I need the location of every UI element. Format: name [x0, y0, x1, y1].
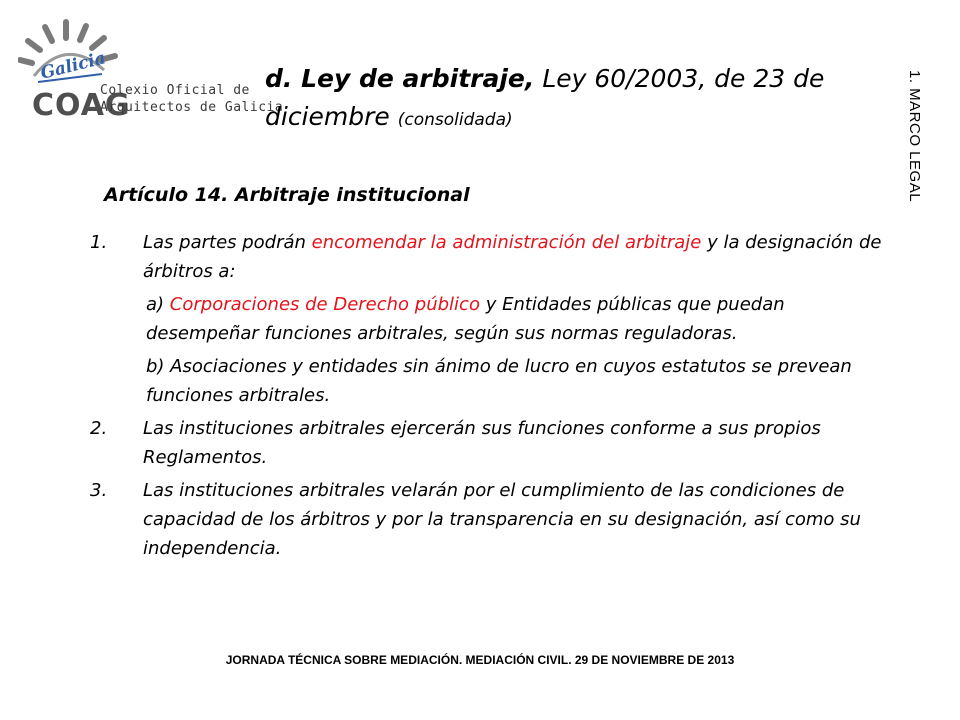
sub-item-text: b) Asociaciones y entidades sin ánimo de lucro en cuyos estatutos se prevean funciones arbitrales.	[146, 356, 852, 406]
sub-item-text: y Entidades públicas que puedan desempeñar funciones arbitrales, según sus normas reguladoras.	[146, 294, 785, 344]
sub-item-a	[80, 290, 890, 348]
article-body	[80, 228, 890, 567]
item-number: 3.	[90, 480, 108, 501]
item-text: Las partes podrán	[143, 232, 312, 253]
highlight-text: Corporaciones de Derecho público	[169, 294, 480, 315]
item-text: Las instituciones arbitrales ejercerán sus funciones conforme a sus propios Reglamentos.	[143, 418, 821, 468]
slide-title	[265, 60, 825, 139]
item-text: y la designación de árbitros a:	[143, 232, 882, 282]
sub-item-text: a)	[146, 294, 170, 315]
logo-acronym: COAG	[32, 88, 131, 123]
title-rest: Ley 60/2003, de 23 de diciembre	[265, 64, 825, 131]
list-item-2	[80, 414, 890, 472]
title-bold: d. Ley de arbitraje,	[265, 64, 535, 93]
sub-item-b	[80, 352, 890, 410]
article-title: Artículo 14. Arbitraje institucional	[104, 184, 470, 206]
logo-institution-name	[100, 82, 283, 116]
galicia-badge: Galicia	[38, 48, 108, 84]
logo-name-line1: Colexio Oficial de	[100, 83, 250, 98]
highlight-text: encomendar la administración del arbitraje	[311, 232, 702, 253]
list-item-3	[80, 476, 890, 563]
footer-text: JORNADA TÉCNICA SOBRE MEDIACIÓN. MEDIACIÓN CIVIL. 29 DE NOVIEMBRE DE 2013	[225, 653, 735, 667]
item-text: Las instituciones arbitrales velarán por el cumplimiento de las condiciones de capacidad de los árbitros y por la transparencia en su designación, así como su independencia.	[143, 480, 861, 559]
section-label: 1. MARCO LEGAL	[906, 70, 923, 203]
item-number: 1.	[90, 232, 108, 253]
list-item-1	[80, 228, 890, 286]
logo-name-line2: Arquitectos de Galicia	[100, 100, 284, 115]
coag-logo	[18, 18, 284, 128]
title-note: (consolidada)	[397, 110, 513, 130]
item-number: 2.	[90, 418, 108, 439]
